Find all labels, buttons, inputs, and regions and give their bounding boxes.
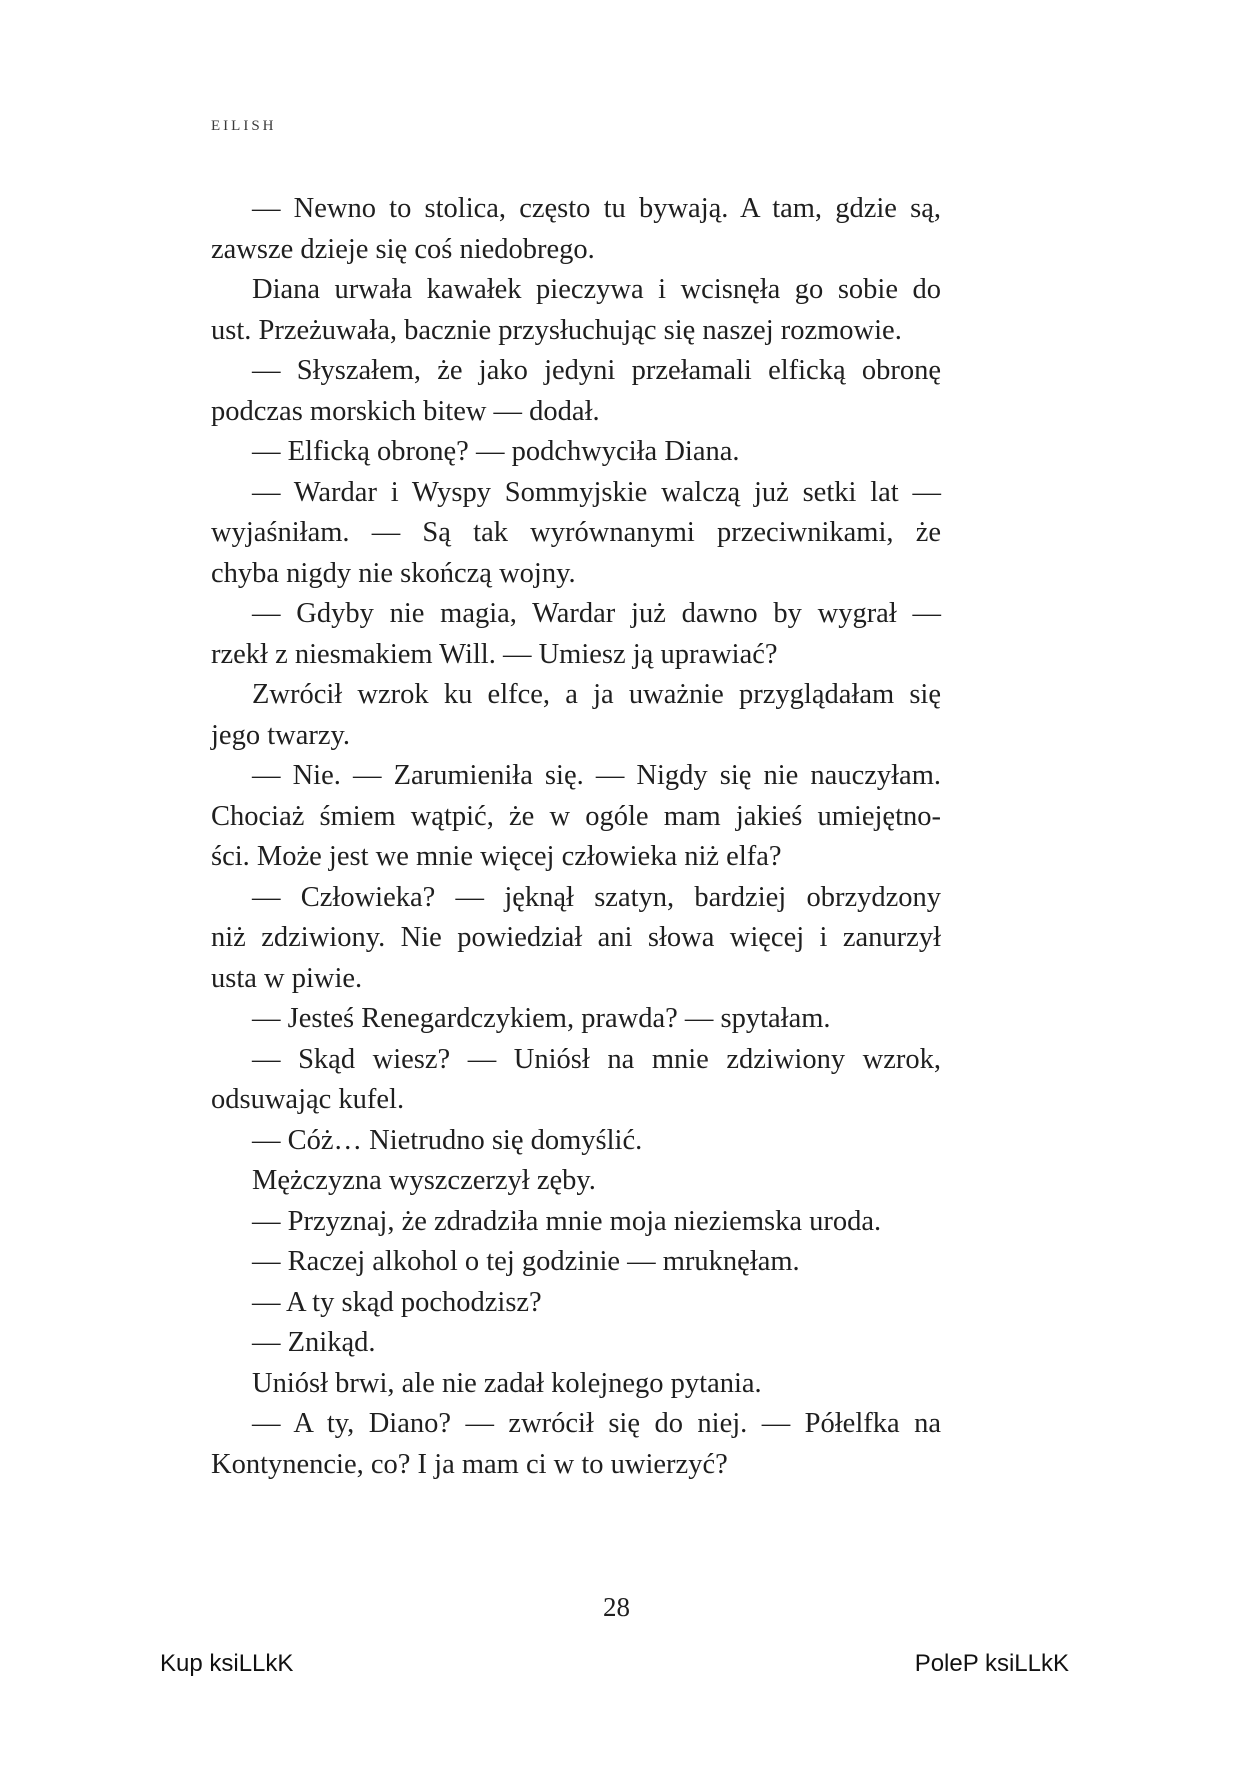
text-line: — Cóż… Nietrudno się domyślić. [252, 1124, 643, 1156]
text-line: usta w piwie. [211, 962, 363, 994]
text-line: ust. Przeżuwała, bacznie przysłuchując się naszej rozmowie. [211, 314, 902, 346]
text-line: — A ty, Diano? — zwrócił się do niej. — Półelfka na [252, 1408, 941, 1439]
text-line: — Nie. — Zarumieniła się. — Nigdy się nie nauczyłam. [252, 760, 941, 791]
text-line: chyba nigdy nie skończą wojny. [211, 557, 576, 589]
text-line: — Słyszałem, że jako jedyni przełamali elficką obronę [252, 355, 941, 386]
text-line: Zwrócił wzrok ku elfce, a ja uważnie przyglądałam się [252, 679, 941, 710]
text-line: Mężczyzna wyszczerzył zęby. [252, 1165, 596, 1196]
text-line: Kontynencie, co? I ja mam ci w to uwierzyć? [211, 1448, 728, 1480]
text-line: niż zdziwiony. Nie powiedział ani słowa więcej i zanurzył [211, 922, 941, 953]
text-line: jego twarzy. [211, 719, 351, 751]
buy-book-link[interactable]: Kup ksiLLkK [160, 1650, 294, 1677]
text-line: Uniósł brwi, ale nie zadał kolejnego pytania. [252, 1367, 762, 1399]
text-line: rzekł z niesmakiem Will. — Umiesz ją uprawiać? [211, 638, 778, 670]
page-number: 28 [603, 1592, 630, 1622]
text-line: — Skąd wiesz? — Uniósł na mnie zdziwiony wzrok, [252, 1043, 941, 1075]
body-text [211, 189, 941, 1485]
text-line: odsuwając kufel. [211, 1084, 405, 1115]
text-line: — Gdyby nie magia, Wardar już dawno by wygrał — [252, 598, 941, 629]
text-line: zawsze dzieje się coś niedobrego. [211, 233, 595, 265]
recommend-book-link[interactable]: PoleP ksiLLkK [914, 1650, 1069, 1677]
text-line: — Przyznaj, że zdradziła mnie moja nieziemska uroda. [252, 1205, 882, 1237]
running-head: EILISH [211, 118, 277, 134]
text-line: — Raczej alkohol o tej godzinie — mruknęłam. [252, 1246, 800, 1277]
text-line: — Jesteś Renegardczykiem, prawda? — spytałam. [252, 1003, 831, 1034]
text-line: — Elficką obronę? — podchwyciła Diana. [252, 436, 740, 467]
text-line: ści. Może jest we mnie więcej człowieka niż elfa? [211, 841, 782, 872]
text-line: — Wardar i Wyspy Sommyjskie walczą już setki lat — [252, 476, 941, 508]
text-line: Diana urwała kawałek pieczywa i wcisnęła go sobie do [252, 274, 941, 305]
text-line: Chociaż śmiem wątpić, że w ogóle mam jakieś umiejętno- [211, 800, 941, 832]
text-line: wyjaśniłam. — Są tak wyrównanymi przeciwnikami, że [211, 517, 941, 548]
text-line: — A ty skąd pochodzisz? [252, 1286, 542, 1318]
text-line: — Człowieka? — jęknął szatyn, bardziej obrzydzony [252, 881, 941, 913]
text-line: podczas morskich bitew — dodał. [211, 395, 600, 427]
text-line: — Newno to stolica, często tu bywają. A tam, gdzie są, [252, 193, 941, 224]
text-line: — Znikąd. [252, 1327, 376, 1358]
